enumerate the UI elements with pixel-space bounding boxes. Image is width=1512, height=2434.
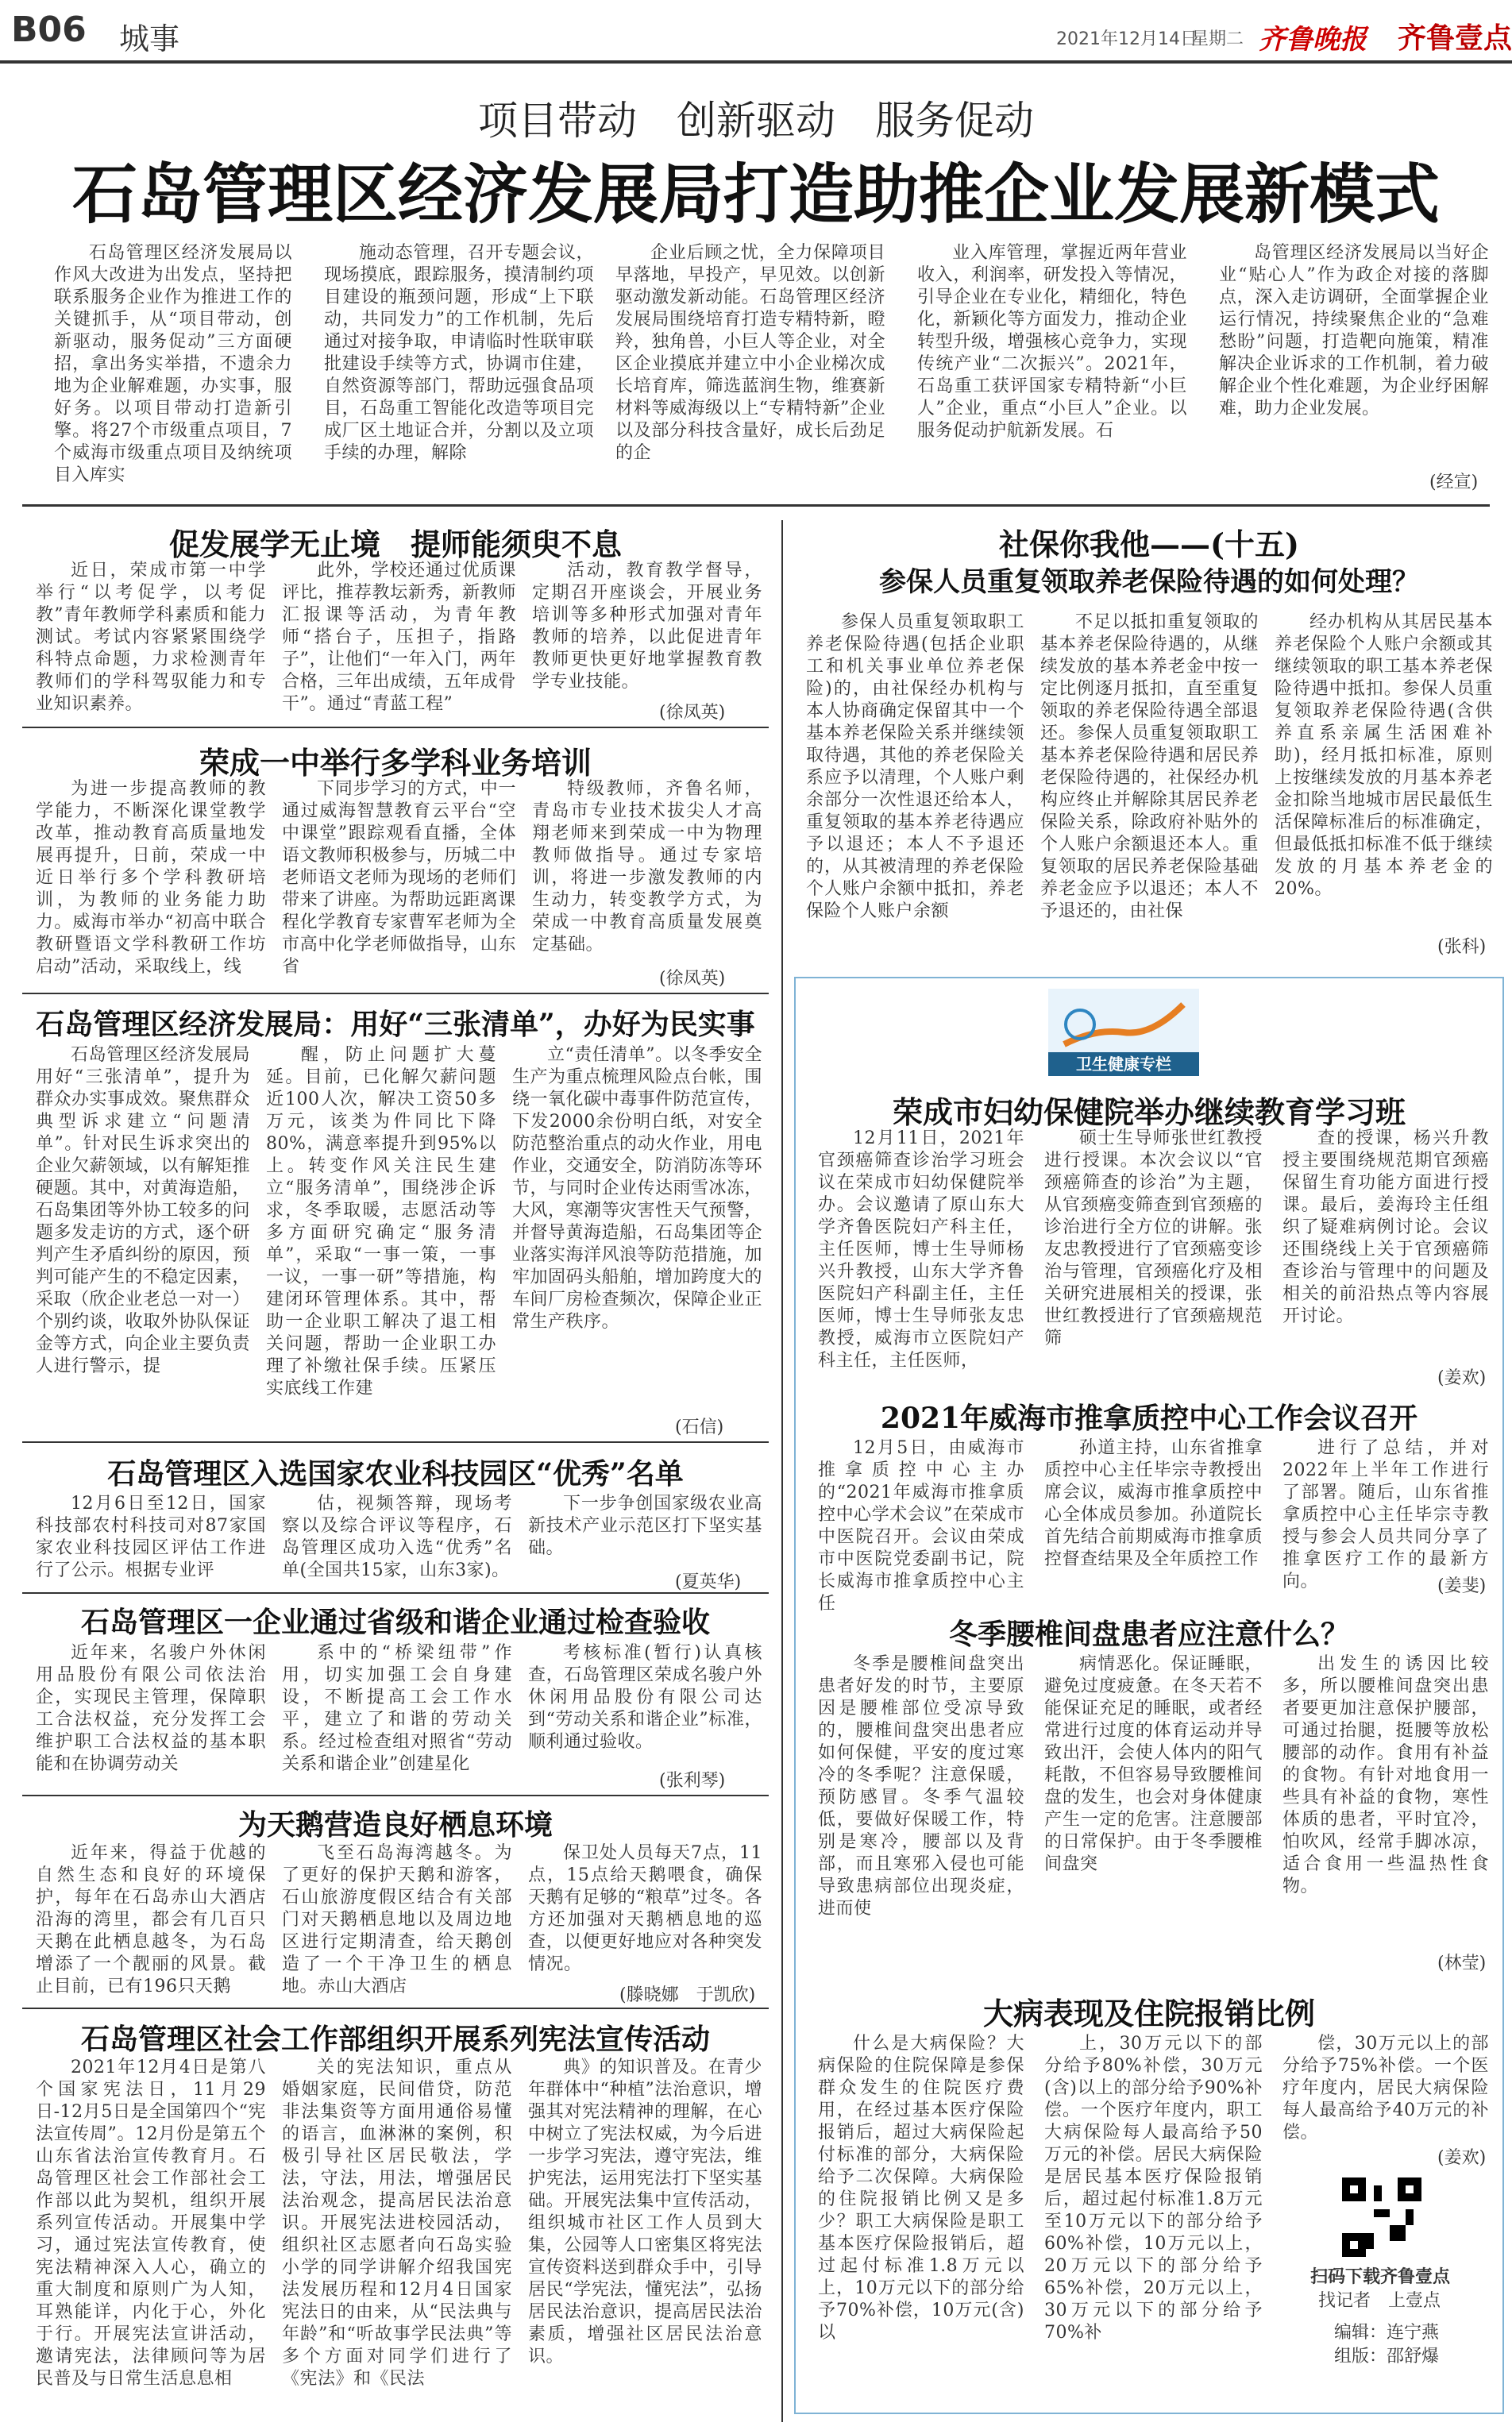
s4-col-2: 上，30万元以下的部分给予80%补偿，30万元(含)以上的部分给予90%补偿。一个医疗年度内，职工大病保险每人最高给予50万元的补偿。居民大病保险是居民基本医疗保险报销后，超过起付标准1.8万元至10万元以下的部分给予60%补偿，10万元以上，20万元以下的部分给予65%补偿，20万元以上，30万元以下的部分给予70%补	[1044, 2034, 1263, 2343]
a5-col-2: 系中的“桥梁纽带”作用，切实加强工会自身建设，不断提高工会工作水平，建立了和谐的劳动关系。经过检查组对照省“劳动关系和谐企业”创建星化	[282, 1643, 512, 1774]
divider	[22, 1441, 769, 1443]
a6-col-2: 飞至石岛海湾越冬。为了更好的保护天鹅和游客，石山旅游度假区结合有关部门对天鹅栖息地以及周边地区进行定期清查，给天鹅创造了一个干净卫生的栖息地。赤山大酒店	[282, 1843, 512, 1996]
s2-col-1: 12月5日，由威海市推拿质控中心主办的“2021年威海市推拿质控中心学术会议”在荣成市中医院召开。会议由荣成市中医院党委副书记，院长威海市推拿质控中心主任	[818, 1438, 1024, 1614]
a2-col-3: 特级教师，齐鲁名师，青岛市专业技术拔尖人才高翔老师来到荣成一中为物理教师做指导。通过专家培训，将进一步激发教师的内生动力，转变教学方式，为荣成一中教育高质量发展奠定基础。	[532, 779, 762, 955]
article-subtitle: 参保人员重复领取养老保险待遇的如何处理？	[879, 566, 1419, 598]
s3-col-1: 冬季是腰椎间盘突出患者好发的时节，主要原因是腰椎部位受凉导致的，腰椎间盘突出患者应如何保健，平安的度过寒冷的冬季呢？注意保暖，预防感冒。冬季气温较低，要做好保暖工作，特别是寒冷，腰部以及背部，而且寒邪入侵也可能导致患病部位出现炎症，进而使	[818, 1654, 1024, 1919]
health-column-logo	[1048, 989, 1199, 1076]
a4-col-2: 估，视频答辩，现场考察以及综合评议等程序，石岛管理区成功入选“优秀”名单(全国共15家，山东3家)。	[282, 1494, 512, 1580]
divider	[22, 2008, 769, 2009]
a4-col-3: 下一步争创国家级农业高新技术产业示范区打下坚实基础。	[528, 1494, 762, 1558]
a2-col-1: 为进一步提高教师的教学能力，不断深化课堂教学改革，推动教育高质量地发展再提升，日前，荣成一中近日举行多个学科教研培训，为教师的业务能力助力。威海市举办“初高中联合教研暨语文学科教研工作坊启动”活动，采取线上，线	[36, 779, 266, 977]
a2-author: (徐凤英)	[659, 969, 726, 989]
qr-caption-2: 找记者 上壹点	[1318, 2291, 1441, 2311]
s2-col-2: 孙道主持，山东省推拿质控中心主任毕宗寺教授出席会议，威海市推拿质控中心全体成员参加。孙道院长首先结合前期威海市推拿质控督查结果及全年质控工作	[1044, 1438, 1263, 1569]
a3-col-2: 醒，防止问题扩大蔓延。目前，已化解欠薪问题近100人次，解决工资50多万元，该类为件同比下降80%，满意率提升到95%以上。转变作风关注民生建立“服务清单”，围绕涉企诉求，冬季取暖，志愿活动等多方面研究确定“服务清单”，采取“一事一策，一事一议，一事一研”等措施，构建闭环管理体系。其中，帮助一企业职工解决了退工相关问题，帮助一企业职工办理了补缴社保手续。压紧压实底线工作建	[266, 1045, 496, 1398]
health-banner: 卫生健康专栏	[1076, 1055, 1171, 1074]
a4-author: (夏英华)	[675, 1572, 742, 1592]
a6-author: (滕晓娜 于凯欣)	[619, 1985, 756, 2005]
divider	[22, 504, 1490, 507]
a6-col-3: 保卫处人员每天7点，11点，15点给天鹅喂食，确保天鹅有足够的“粮草”过冬。各方还加强对天鹅栖息地的巡查，以便更好地应对各种突发情况。	[528, 1843, 762, 1974]
a6-col-1: 近年来，得益于优越的自然生态和良好的环境保护，每年在石岛赤山大酒店沿海的湾里，都会有几百只天鹅在此栖息越冬，为石岛增添了一个靓丽的风景。截止目前，已有196只天鹅	[36, 1843, 266, 1996]
s2-author: (姜斐)	[1437, 1576, 1487, 1596]
article-title: 2021年威海市推拿质控中心工作会议召开	[880, 1402, 1418, 1435]
a3-col-1: 石岛管理区经济发展局用好“三张清单”，提升为群众办实事成效。聚焦群众典型诉求建立“问题清单”。针对民生诉求突出的企业欠薪领域，以有解矩推硬题。其中，对黄海造船，石岛集团等外协工较多的问题多发走访的方式，逐个研判产生矛盾纠纷的原因，预判可能产生的不稳定因素，采取（欣企业老总一对一）个别约谈，收取外协队保证金等方式，向企业主要负责人进行警示，提	[36, 1045, 251, 1376]
a7-col-3: 典》的知识普及。在青少年群体中“种植”法治意识，增强其对宪法精神的理解，在心中树立了宪法权威，为今后进一步学习宪法，遵守宪法，维护宪法，运用宪法打下坚实基础。开展宪法集中宣传活动，组织城市社区工作人员到大集，公园等人口密集区将宪法宣传资料送到群众手中，引导居民“学宪法，懂宪法”，弘扬居民法治意识，提高居民法治素质，增强社区居民法治意识。	[528, 2058, 762, 2366]
app-logo: 齐鲁壹点	[1398, 22, 1512, 55]
s1-author: (姜欢)	[1437, 1368, 1487, 1388]
article-title: 荣成一中举行多学科业务培训	[199, 745, 592, 781]
section-name: 城事	[119, 21, 180, 56]
a7-col-1: 2021年12月4日是第八个国家宪法日，11月29日-12月5日是全国第四个“宪法宣传周”。12月份是第五个山东省法治宣传教育月。石岛管理区社会工作部社会工作部以此为契机，组织开展系列宣传活动。开展集中学习，通过宪法宣传教育，使宪法精神深入人心，确立的重大制度和原则广为人知，耳熟能详，内化于心，外化于行。开展宪法宣讲活动，邀请宪法，法律顾问等为居民普及与日常生活息息相	[36, 2058, 266, 2389]
a5-col-1: 近年来，名骏户外休闲用品股份有限公司依法治企，实现民主管理，保障职工合法权益，充分发挥工会维护职工合法权益的基本职能和在协调劳动关	[36, 1643, 266, 1774]
a7-col-2: 关的宪法知识，重点从婚姻家庭，民间借贷，防范非法集资等方面用通俗易懂的语言，血淋淋的案例，积极引导社区居民敬法，学法，守法，用法，增强居民法治观念，提高居民法治意识。开展宪法进校园活动，组织社区志愿者向石岛实验小学的同学讲解介绍我国宪法发展历程和12月4日国家宪法日的由来，从“民法典与年龄”和“听故事学民法典”等多个方面对同学们进行了《宪法》和《民法	[282, 2058, 512, 2389]
lead-col-1: 石岛管理区经济发展局以作风大改进为出发点，坚持把联系服务企业作为推进工作的关键抓手，从“项目带动，创新驱动，服务促动”三方面硬招，拿出务实举措，不遗余力地为企业解难题，办实事，服好务。以项目带动打造新引擎。将27个市级重点项目，7个威海市级重点项目及纳统项目入库实	[54, 243, 292, 485]
lead-col-3: 企业后顾之忧，全力保障项目早落地，早投产，早见效。以创新驱动激发新动能。石岛管理区经济发展局围绕培育打造专精特新，瞪羚，独角兽，小巨人等企业，对全区企业摸底并建立中小企业梯次成长培育库，筛选蓝润生物，维赛新材料等威海级以上“专精特新”企业以及部分科技含量好，成长后劲足的企	[615, 243, 885, 463]
a5-author: (张利琴)	[659, 1771, 726, 1791]
editor-credit: 编辑：连宁燕	[1334, 2323, 1440, 2343]
a2-col-2: 下同步学习的方式，中一通过威海智慧教育云平台“空中课堂”跟踪观看直播，全体语文教师积极参与，历城二中老师语文老师为现场的老师们带来了讲座。为帮助远距离课程化学教育专家曹军老师为全市高中化学老师做指导，山东省	[282, 779, 516, 977]
article-title: 石岛管理区社会工作部组织开展系列宪法宣传活动	[80, 2023, 710, 2056]
page-header	[0, 0, 1512, 64]
lead-col-2: 施动态管理，召开专题会议，现场摸底，跟踪服务，摸清制约项目建设的瓶颈问题，形成“上下联动，共同发力”的工作机制，先后通过对接争取，申请临时性联审联批建设手续等方式，协调市住建，自然资源等部门，帮助远强食品项目，石岛重工智能化改造等项目完成厂区土地证合并，分割以及立项手续的办理，解除	[324, 243, 594, 463]
s4-author: (姜欢)	[1437, 2148, 1487, 2168]
s2-col-3: 进行了总结，并对2022年上半年工作进行了部署。随后，山东省推拿质控中心主任毕宗寺教授与参会人员共同分享了推拿医疗工作的最新方向。	[1282, 1438, 1489, 1591]
article-title: 石岛管理区一企业通过省级和谐企业通过检查验收	[80, 1606, 710, 1639]
divider	[22, 993, 769, 994]
layout-credit: 组版：邵舒爆	[1334, 2347, 1440, 2366]
lead-author: (经宣)	[1429, 473, 1479, 492]
b1-col-3: 经办机构从其居民基本养老保险个人账户余额或其继续领取的职工基本养老保险待遇中抵扣。参保人员重复领取养老保险待遇(含供养直系亲属生活困难补助)，经月抵扣标准，原则上按继续发放的月基本养老金扣除当地城市居民最低生活保障标准后的标准确定，但最低抵扣标准不低于继续发放的月基本养老金的20%。	[1275, 612, 1493, 899]
divider	[22, 727, 769, 728]
article-title: 冬季腰椎间盘患者应注意什么？	[948, 1618, 1349, 1651]
qr-code[interactable]	[1342, 2177, 1421, 2257]
newspaper-logo: 齐鲁晚报	[1259, 24, 1367, 56]
s1-col-1: 12月11日，2021年官颈癌筛查诊治学习班会议在荣成市妇幼保健院举办。会议邀请了原山东大学齐鲁医院妇产科主任，主任医师，博士生导师杨兴升教授，山东大学齐鲁医院妇产科副主任，主任医师，博士生导师张友忠教授，威海市立医院妇产科主任，主任医师，	[818, 1128, 1024, 1371]
article-title: 大病表现及住院报销比例	[982, 1996, 1315, 2031]
divider	[22, 1592, 769, 1594]
s3-col-2: 病情恶化。保证睡眠，避免过度疲惫。在冬天若不能保证充足的睡眠，或者经常进行过度的体育运动并导致出汗，会使人体内的阳气耗散，不但容易导致腰椎间盘的发生，也会对身体健康产生一定的危害。注意腰部的日常保护。由于冬季腰椎间盘突	[1044, 1654, 1263, 1874]
a1-author: (徐凤英)	[659, 703, 726, 723]
a1-col-2: 此外，学校还通过优质课评比，推荐教坛新秀，新教师汇报课等活动，为青年教师“搭台子，压担子，指路子”，让他们“一年入门，两年合格，三年出成绩，五年成骨干”。通过“青蓝工程”	[282, 561, 516, 714]
article-title: 为天鹅营造良好栖息环境	[237, 1808, 553, 1842]
a3-author: (石信)	[675, 1418, 724, 1437]
article-title: 石岛管理区经济发展局：用好“三张清单”，办好为民实事	[36, 1008, 755, 1041]
page-number: B06	[11, 10, 87, 50]
issue-date: 2021年12月14日	[1056, 29, 1198, 49]
s3-col-3: 出发生的诱因比较多，所以腰椎间盘突出患者要更加注意保护腰部，可通过抬腿，挺腰等放松腰部的动作。食用有补益的食物。有针对地食用一些具有补益的食物，寒性体质的患者，平时宜冷，怕吹风，经常手脚冰凉，适合食用一些温热性食物。	[1282, 1654, 1489, 1896]
b1-author: (张科)	[1437, 937, 1487, 957]
issue-weekday: 星期二	[1191, 29, 1244, 49]
qr-caption: 扫码下载齐鲁壹点	[1310, 2266, 1451, 2287]
a5-col-3: 考核标准(暂行)认真核查，石岛管理区荣成名骏户外休闲用品股份有限公司达到“劳动关系和谐企业”标准，顺利通过验收。	[528, 1643, 762, 1752]
lead-col-4: 业入库管理，掌握近两年营业收入，利润率，研发投入等情况，引导企业在专业化，精细化，特色化，新颖化等方面发力，推动企业转型升级，增强核心竞争力，实现传统产业“二次振兴”。2021年，石岛重工获评国家专精特新“小巨人”企业，重点“小巨人”企业。以服务促动护航新发展。石	[917, 243, 1187, 441]
b1-col-1: 参保人员重复领取职工养老保险待遇(包括企业职工和机关事业单位养老保险)的，由社保经办机构与本人协商确定保留其中一个基本养老保险关系并继续领取待遇，其他的养老保险关系应予以清理，个人账户剩余部分一次性退还给本人，重复领取的基本养老待遇应予以退还；本人不予退还的，从其被清理的养老保险个人账户余额中抵扣，养老保险个人账户余额	[806, 612, 1024, 921]
a1-col-3: 活动，教育教学督导，定期召开座谈会，开展业务培训等多种形式加强对青年教师的培养，以此促进青年教师更快更好地掌握教育教学专业技能。	[532, 561, 762, 692]
article-title: 石岛管理区入选国家农业科技园区“优秀”名单	[107, 1457, 684, 1491]
s1-col-3: 查的授课，杨兴升教授主要围绕规范期官颈癌保留生育功能方面进行授课。最后，姜海玲主任组织了疑难病例讨论。会议还围绕线上关于官颈癌筛查诊治与管理中的问题及相关的前沿热点等内容展开讨论。	[1282, 1128, 1489, 1326]
column-divider	[781, 520, 783, 2422]
lead-title: 石岛管理区经济发展局打造助推企业发展新模式	[71, 156, 1440, 233]
a1-col-1: 近日，荣成市第一中学举行“以考促学，以考促教”青年教师学科素质和能力测试。考试内容紧紧围绕学科特点命题，力求检测青年教师们的学科驾驭能力和专业知识素养。	[36, 561, 266, 714]
s4-col-1: 什么是大病保险？大病保险的住院保障是参保群众发生的住院医疗费用，在经过基本医疗保险报销后，超过大病保险起付标准的部分，大病保险给予二次保障。大病保险的住院报销比例又是多少？职工大病保险是职工基本医疗保险报销后，超过起付标准1.8万元以上，10万元以下的部分给予70%补偿，10万元(含)以	[818, 2034, 1024, 2343]
lead-col-5: 岛管理区经济发展局以当好企业“贴心人”作为政企对接的落脚点，深入走访调研，全面掌握企业运行情况，持续聚焦企业的“急难愁盼”问题，打造靶向施策，精准解决企业诉求的工作机制，着力破解企业个性化难题，为企业纾困解难，助力企业发展。	[1219, 243, 1489, 419]
article-title: 荣成市妇幼保健院举办继续教育学习班	[892, 1094, 1406, 1130]
s4-col-3: 偿，30万元以上的部分给予75%补偿。一个医疗年度内，居民大病保险每人最高给予40万元的补偿。	[1282, 2034, 1489, 2143]
b1-col-2: 不足以抵扣重复领取的基本养老保险待遇的，从继续发放的基本养老金中按一定比例逐月抵扣，直至重复领取的养老保险待遇全部退还。参保人员重复领取职工基本养老保险待遇和居民养老保险待遇的，社保经办机构应终止并解除其居民养老保险关系，除政府补贴外的个人账户余额退还本人。重复领取的居民养老保险基础养老金应予以退还；本人不予退还的，由社保	[1040, 612, 1259, 921]
s1-col-2: 硕士生导师张世红教授进行授课。本次会议以“官颈癌筛查的诊治”为主题，从官颈癌变筛查到官颈癌的诊治进行全方位的讲解。张友忠教授进行了官颈癌变诊治与管理，官颈癌化疗及相关研究进展相关的授课，张世红教授进行了官颈癌规范筛	[1044, 1128, 1263, 1348]
divider	[22, 1795, 769, 1796]
s3-author: (林莹)	[1437, 1954, 1487, 1973]
article-title: 促发展学无止境 提师能须臾不息	[168, 527, 622, 562]
article-title: 社保你我他——(十五)	[999, 527, 1299, 562]
a3-col-3: 立“责任清单”。以冬季安全生产为重点梳理风险点台帐，围绕一氧化碳中毒事件防范宣传，下发2000余份明白纸，对安全防范整治重点的动火作业，用电作业，交通安全，防消防冻等环节，与同时企业传达雨雪冰冻，大风，寒潮等灾害性天气预警，并督导黄海造船，石岛集团等企业落实海洋风浪等防范措施，加牢加固码头船舶，增加跨度大的车间厂房检查频次，保障企业正常生产秩序。	[512, 1045, 763, 1332]
a4-col-1: 12月6日至12日，国家科技部农村科技司对87家国家农业科技园区评估工作进行了公示。根据专业评	[36, 1494, 266, 1580]
lead-subtitle: 项目带动 创新驱动 服务促动	[478, 98, 1034, 144]
